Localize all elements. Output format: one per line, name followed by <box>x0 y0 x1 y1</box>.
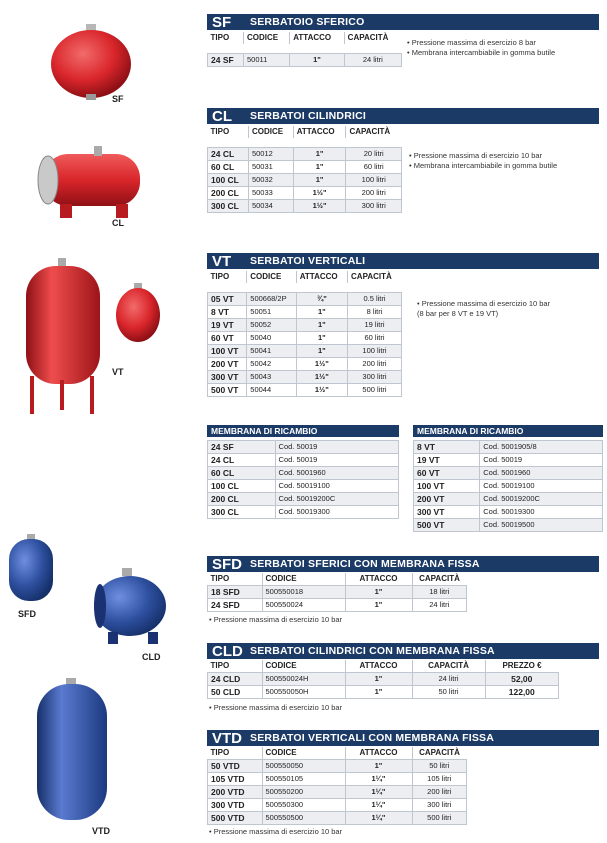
table-row: 200 CL 50033 1½" 200 litri <box>208 187 402 200</box>
table-row: 100 CL 50032 1" 100 litri <box>208 174 402 187</box>
cl-image-label: CL <box>112 218 124 228</box>
vtd-note: • Pressione massima di esercizio 10 bar <box>209 827 343 836</box>
cld-note: • Pressione massima di esercizio 10 bar <box>209 703 343 712</box>
table-row: 300 VT Cod. 50019300 <box>414 506 603 519</box>
cl-table: TIPO CODICE ATTACCO CAPACITÀ 24 CL 50012 1" 20 litri 60 CL 50031 1" 60 litri 100 CL 50032 1" 100 litri 200 CL 50033 1½" 200 litri 300 CL 50034 1½" 300 litri <box>207 126 402 213</box>
vt-notes: • Pressione massima di esercizio 10 bar (8 bar per 8 VT e 19 VT) <box>417 299 551 318</box>
cld-title: SERBATOI CILINDRICI CON MEMBRANA FISSA <box>250 645 495 657</box>
table-row: 60 CL Cod. 5001960 <box>208 467 399 480</box>
sf-code: SF <box>212 13 232 31</box>
table-row: 300 CL 50034 1½" 300 litri <box>208 200 402 213</box>
cld-tank-image <box>88 568 174 648</box>
vt-table: TIPO CODICE ATTACCO CAPACITÀ 05 VT 500668/2P ¾" 0.5 litri 8 VT 50051 1" 8 litri 19 VT 50052 1" 19 litri 60 VT 50040 1" 60 litri 100 VT 50041 1" 100 litri 200 VT 50042 1½" 200 litri 300 VT 50043 1½" 300 litri 500 VT 50044 1½" 500 litri <box>207 271 402 397</box>
table-row: 100 VT Cod. 50019100 <box>414 480 603 493</box>
table-row: 24 SFD 500550024 1" 24 litri <box>208 599 467 612</box>
membrana-right-table <box>413 440 603 532</box>
vtd-tank-image <box>34 678 110 824</box>
table-row: 24 CL Cod. 50019 <box>208 454 399 467</box>
membrana-right-header: MEMBRANA DI RICAMBIO <box>413 425 603 437</box>
table-row: 100 CL Cod. 50019100 <box>208 480 399 493</box>
table-row: 19 VT 50052 1" 19 litri <box>208 319 402 332</box>
table-row: 200 CL Cod. 50019200C <box>208 493 399 506</box>
table-row: 05 VT 500668/2P ¾" 0.5 litri <box>208 293 402 306</box>
sf-notes: • Pressione massima di esercizio 8 bar • Membrana intercambiabile in gomma butile <box>407 38 556 57</box>
col-codice: CODICE <box>243 32 289 44</box>
table-row: 60 CL 50031 1" 60 litri <box>208 161 402 174</box>
sf-header <box>207 14 599 30</box>
table-row: 24 CL 50012 1" 20 litri <box>208 148 402 161</box>
sfd-table: TIPO CODICE ATTACCO CAPACITÀ 18 SFD 500550018 1" 18 litri 24 SFD 500550024 1" 24 litri <box>207 573 467 612</box>
membrana-left-table <box>207 440 399 519</box>
table-row: 50 VTD 500550050 1" 50 litri <box>208 760 467 773</box>
table-row: 8 VT 50051 1" 8 litri <box>208 306 402 319</box>
table-row: 60 VT 50040 1" 60 litri <box>208 332 402 345</box>
sfd-image-label: SFD <box>18 609 36 619</box>
col-tipo: TIPO <box>208 32 244 44</box>
vt-small-tank-image <box>114 283 162 345</box>
table-row: 500 VTD 500550500 1¼" 500 litri <box>208 812 467 825</box>
cld-table: TIPO CODICE ATTACCO CAPACITÀ PREZZO € 24 CLD 500550024H 1" 24 litri 52,00 50 CLD 500550050H 1" 50 litri 122,00 <box>207 660 559 699</box>
vt-title: SERBATOI VERTICALI <box>250 255 366 267</box>
vtd-header <box>207 730 599 746</box>
table-row: 200 VT 50042 1½" 200 litri <box>208 358 402 371</box>
table-row: 100 VT 50041 1" 100 litri <box>208 345 402 358</box>
sf-title: SERBATOIO SFERICO <box>250 16 365 28</box>
table-row: 300 VTD 500550300 1¼" 300 litri <box>208 799 467 812</box>
vt-image-label: VT <box>112 367 124 377</box>
table-row: 300 VT 50043 1½" 300 litri <box>208 371 402 384</box>
sf-tank-image <box>48 22 134 100</box>
table-row: 8 VT Cod. 5001905/8 <box>414 441 603 454</box>
sfd-tank-image <box>6 534 56 606</box>
cld-image-label: CLD <box>142 652 161 662</box>
membrana-left-header: MEMBRANA DI RICAMBIO <box>207 425 399 437</box>
table-row: 24 SF 50011 1" 24 litri <box>208 54 402 67</box>
table-row: 500 VT Cod. 50019500 <box>414 519 603 532</box>
col-attacco: ATTACCO <box>290 32 344 44</box>
table-row: 18 SFD 500550018 1" 18 litri <box>208 586 467 599</box>
table-row: 200 VT Cod. 50019200C <box>414 493 603 506</box>
vtd-image-label: VTD <box>92 826 110 836</box>
table-row: 24 CLD 500550024H 1" 24 litri 52,00 <box>208 673 559 686</box>
sfd-note: • Pressione massima di esercizio 10 bar <box>209 615 343 624</box>
col-capacita: CAPACITÀ <box>344 32 401 44</box>
vtd-table: TIPO CODICE ATTACCO CAPACITÀ 50 VTD 500550050 1" 50 litri 105 VTD 500550105 1¼" 105 litri 200 VTD 500550200 1¼" 200 litri 300 VTD 500550300 1¼" 300 litri 500 VTD 500550500 1¼" 500 litri <box>207 747 467 825</box>
cl-tank-image <box>34 144 144 222</box>
table-row: 60 VT Cod. 5001960 <box>414 467 603 480</box>
table-row: 19 VT Cod. 50019 <box>414 454 603 467</box>
table-row: 105 VTD 500550105 1¼" 105 litri <box>208 773 467 786</box>
vt-header <box>207 253 599 269</box>
vtd-code: VTD <box>212 729 242 747</box>
vtd-title: SERBATOI VERTICALI CON MEMBRANA FISSA <box>250 732 495 744</box>
cl-notes: • Pressione massima di esercizio 10 bar • Membrana intercambiabile in gomma butile <box>409 151 558 170</box>
cld-code: CLD <box>212 642 243 660</box>
cl-code: CL <box>212 107 232 125</box>
vt-tank-image <box>22 258 104 416</box>
vt-code: VT <box>212 252 232 270</box>
table-row: 300 CL Cod. 50019300 <box>208 506 399 519</box>
table-row: 24 SF Cod. 50019 <box>208 441 399 454</box>
cl-header <box>207 108 599 124</box>
sfd-code: SFD <box>212 555 242 573</box>
table-row: 50 CLD 500550050H 1" 50 litri 122,00 <box>208 686 559 699</box>
cl-title: SERBATOI CILINDRICI <box>250 110 366 122</box>
sfd-title: SERBATOI SFERICI CON MEMBRANA FISSA <box>250 558 480 570</box>
sfd-header <box>207 556 599 572</box>
sf-table <box>207 32 402 67</box>
table-row: 500 VT 50044 1½" 500 litri <box>208 384 402 397</box>
table-row: 200 VTD 500550200 1¼" 200 litri <box>208 786 467 799</box>
sf-image-label: SF <box>112 94 124 104</box>
cld-header <box>207 643 599 659</box>
